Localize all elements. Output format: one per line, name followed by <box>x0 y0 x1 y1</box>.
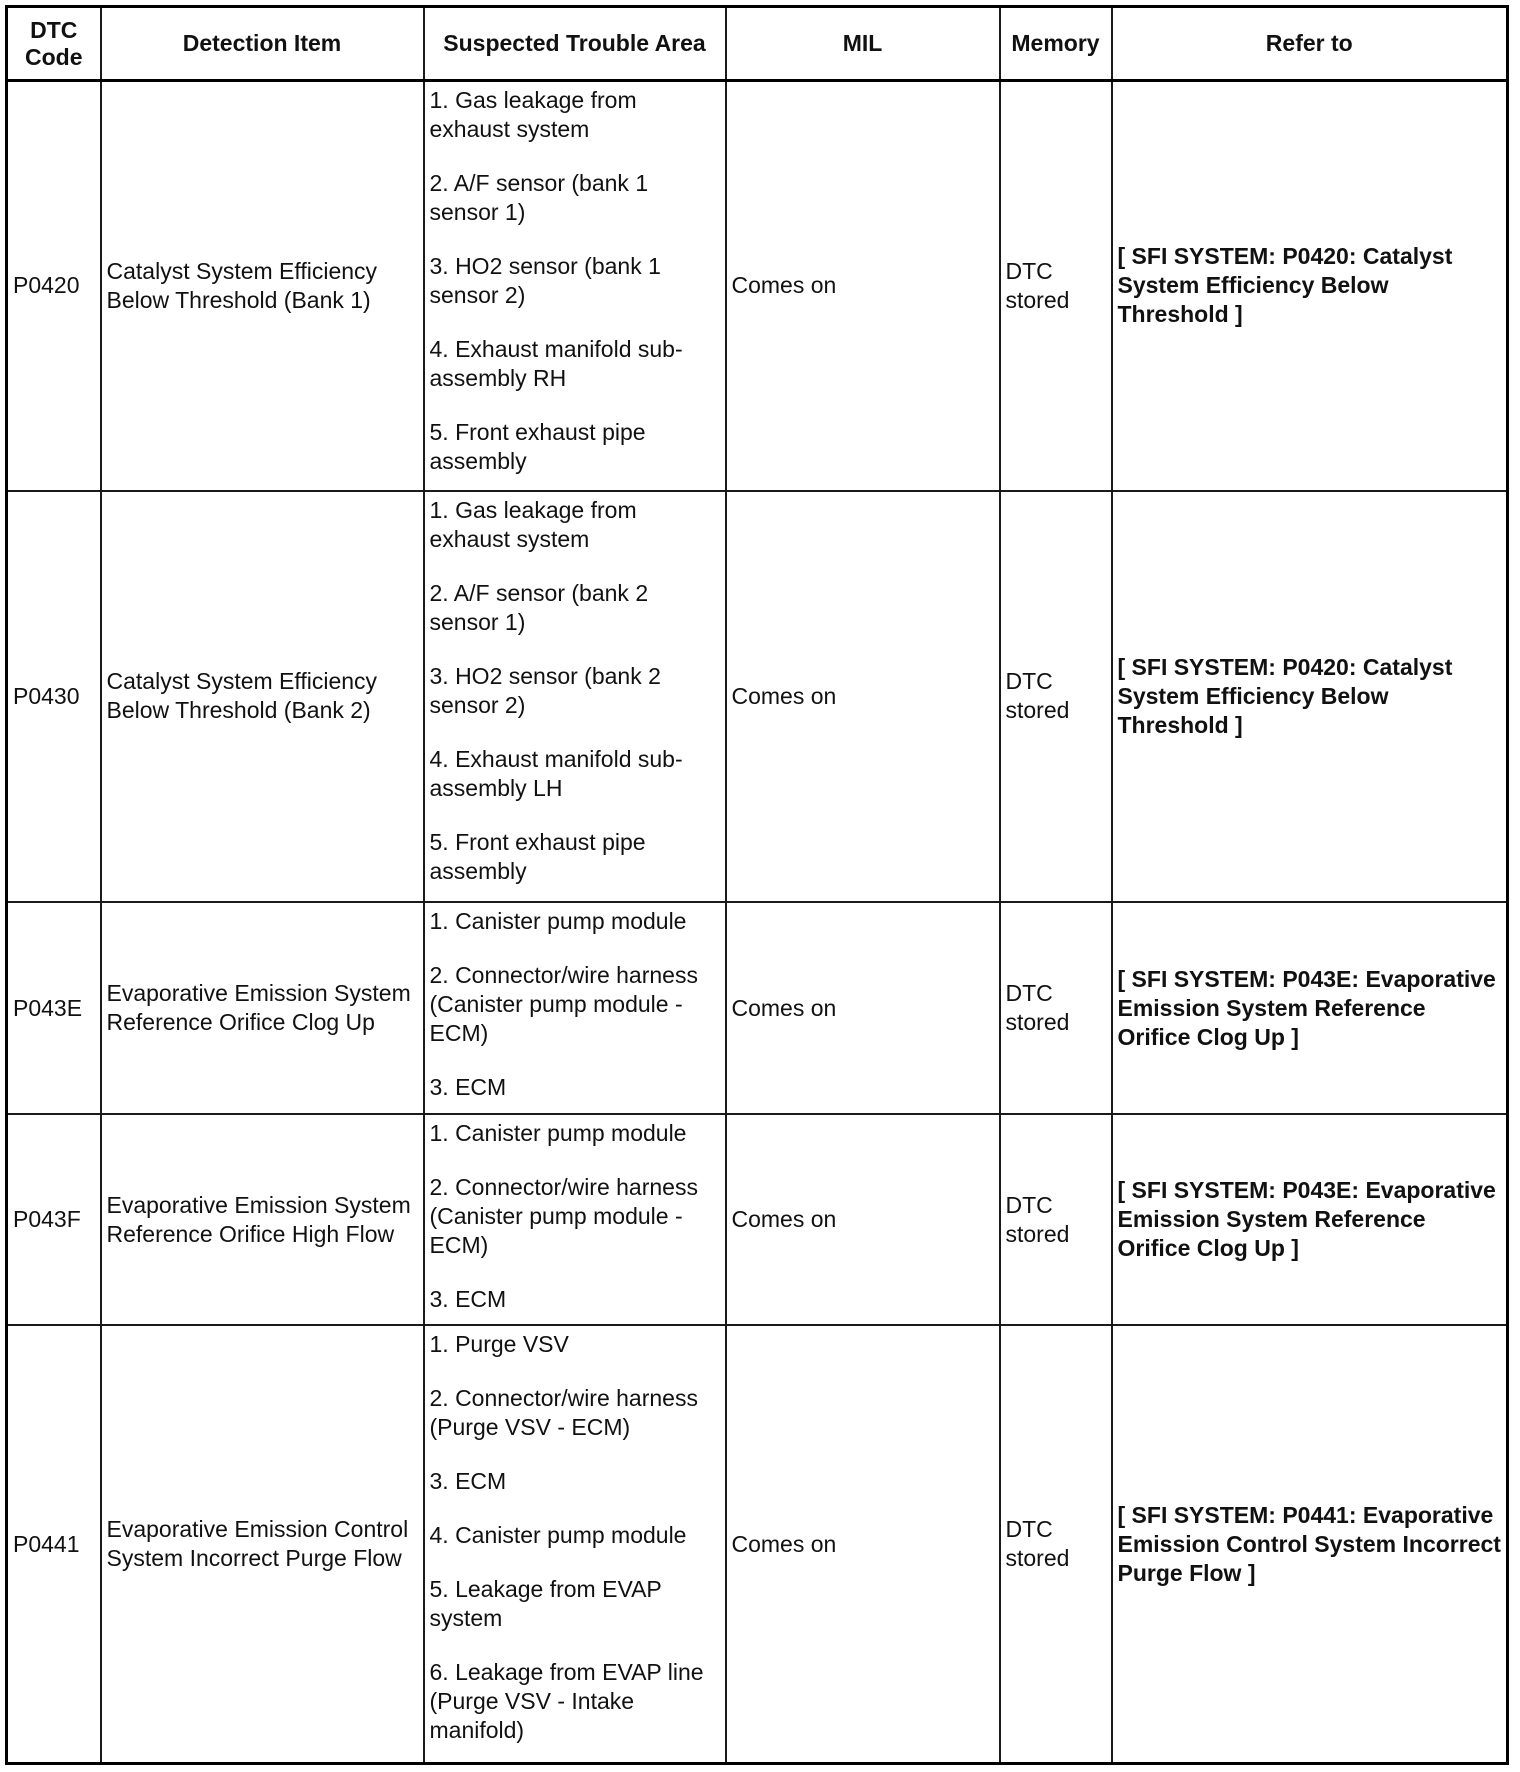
detection-item-cell: Evaporative Emission Control System Incorrect Purge Flow <box>101 1325 424 1763</box>
mil-cell: Comes on <box>726 491 1000 902</box>
trouble-area-item: 4. Exhaust manifold sub-assembly LH <box>429 745 683 801</box>
trouble-area-item: 3. HO2 sensor (bank 1 sensor 2) <box>429 253 661 308</box>
table-row <box>7 902 1508 1114</box>
trouble-area-cell <box>424 491 726 902</box>
dtc-table <box>5 5 1509 1765</box>
detection-item-cell: Catalyst System Efficiency Below Threshold (Bank 2) <box>101 491 424 902</box>
dtc-code-cell: P043E <box>7 902 101 1114</box>
trouble-area-item: 3. ECM <box>429 1286 507 1313</box>
table-row <box>7 1325 1508 1763</box>
header-refer-to: Refer to <box>1112 7 1508 81</box>
trouble-area-item: 3. HO2 sensor (bank 2 sensor 2) <box>429 662 661 718</box>
mil-cell: Comes on <box>726 1114 1000 1325</box>
refer-to-link: [ SFI SYSTEM: P0441: Evaporative Emission Control System Incorrect Purge Flow ] <box>1112 1325 1508 1763</box>
trouble-area-item: 4. Canister pump module <box>429 1522 687 1549</box>
trouble-area-item: 3. ECM <box>429 1468 507 1495</box>
table-row <box>7 491 1508 902</box>
dtc-code-cell: P0430 <box>7 491 101 902</box>
memory-cell: DTC stored <box>1000 902 1112 1114</box>
trouble-area-item: 2. A/F sensor (bank 2 sensor 1) <box>429 579 649 635</box>
trouble-area-item: 1. Gas leakage from exhaust system <box>429 87 637 142</box>
dtc-code-cell: P043F <box>7 1114 101 1325</box>
trouble-area-cell <box>424 1114 726 1325</box>
header-row <box>7 7 1508 81</box>
trouble-area-item: 1. Canister pump module <box>429 1120 687 1147</box>
header-suspected-trouble-area: Suspected Trouble Area <box>424 7 726 81</box>
detection-item-cell: Catalyst System Efficiency Below Threshold (Bank 1) <box>101 81 424 491</box>
trouble-area-item: 5. Front exhaust pipe assembly <box>429 828 646 884</box>
header-dtc-code: DTC Code <box>7 7 101 81</box>
header-mil: MIL <box>726 7 1000 81</box>
header-memory: Memory <box>1000 7 1112 81</box>
table-header <box>7 7 1508 81</box>
refer-to-link: [ SFI SYSTEM: P043E: Evaporative Emission System Reference Orifice Clog Up ] <box>1112 902 1508 1114</box>
memory-cell: DTC stored <box>1000 81 1112 491</box>
memory-cell: DTC stored <box>1000 491 1112 902</box>
header-detection-item: Detection Item <box>101 7 424 81</box>
refer-to-link: [ SFI SYSTEM: P0420: Catalyst System Efficiency Below Threshold ] <box>1112 81 1508 491</box>
memory-cell: DTC stored <box>1000 1114 1112 1325</box>
trouble-area-item: 2. Connector/wire harness (Purge VSV - ECM) <box>429 1385 698 1441</box>
detection-item-cell: Evaporative Emission System Reference Orifice High Flow <box>101 1114 424 1325</box>
trouble-area-cell <box>424 902 726 1114</box>
trouble-area-item: 2. A/F sensor (bank 1 sensor 1) <box>429 170 649 225</box>
refer-to-link: [ SFI SYSTEM: P0420: Catalyst System Efficiency Below Threshold ] <box>1112 491 1508 902</box>
trouble-area-item: 1. Canister pump module <box>429 907 687 934</box>
trouble-area-item: 1. Gas leakage from exhaust system <box>429 496 637 552</box>
dtc-code-cell: P0441 <box>7 1325 101 1763</box>
trouble-area-item: 5. Front exhaust pipe assembly <box>429 419 646 474</box>
refer-to-link: [ SFI SYSTEM: P043E: Evaporative Emission System Reference Orifice Clog Up ] <box>1112 1114 1508 1325</box>
mil-cell: Comes on <box>726 902 1000 1114</box>
table-body <box>7 81 1508 1764</box>
trouble-area-item: 2. Connector/wire harness (Canister pump module - ECM) <box>429 1174 698 1259</box>
memory-cell: DTC stored <box>1000 1325 1112 1763</box>
trouble-area-item: 5. Leakage from EVAP system <box>429 1576 662 1632</box>
dtc-code-cell: P0420 <box>7 81 101 491</box>
table-row <box>7 1114 1508 1325</box>
trouble-area-item: 6. Leakage from EVAP line (Purge VSV - Intake manifold) <box>429 1659 704 1744</box>
trouble-area-cell <box>424 81 726 491</box>
mil-cell: Comes on <box>726 1325 1000 1763</box>
trouble-area-item: 3. ECM <box>429 1073 507 1100</box>
trouble-area-cell <box>424 1325 726 1763</box>
table-row <box>7 81 1508 491</box>
mil-cell: Comes on <box>726 81 1000 491</box>
trouble-area-item: 2. Connector/wire harness (Canister pump module - ECM) <box>429 961 698 1046</box>
trouble-area-item: 1. Purge VSV <box>429 1331 569 1358</box>
detection-item-cell: Evaporative Emission System Reference Orifice Clog Up <box>101 902 424 1114</box>
trouble-area-item: 4. Exhaust manifold sub-assembly RH <box>429 336 683 391</box>
